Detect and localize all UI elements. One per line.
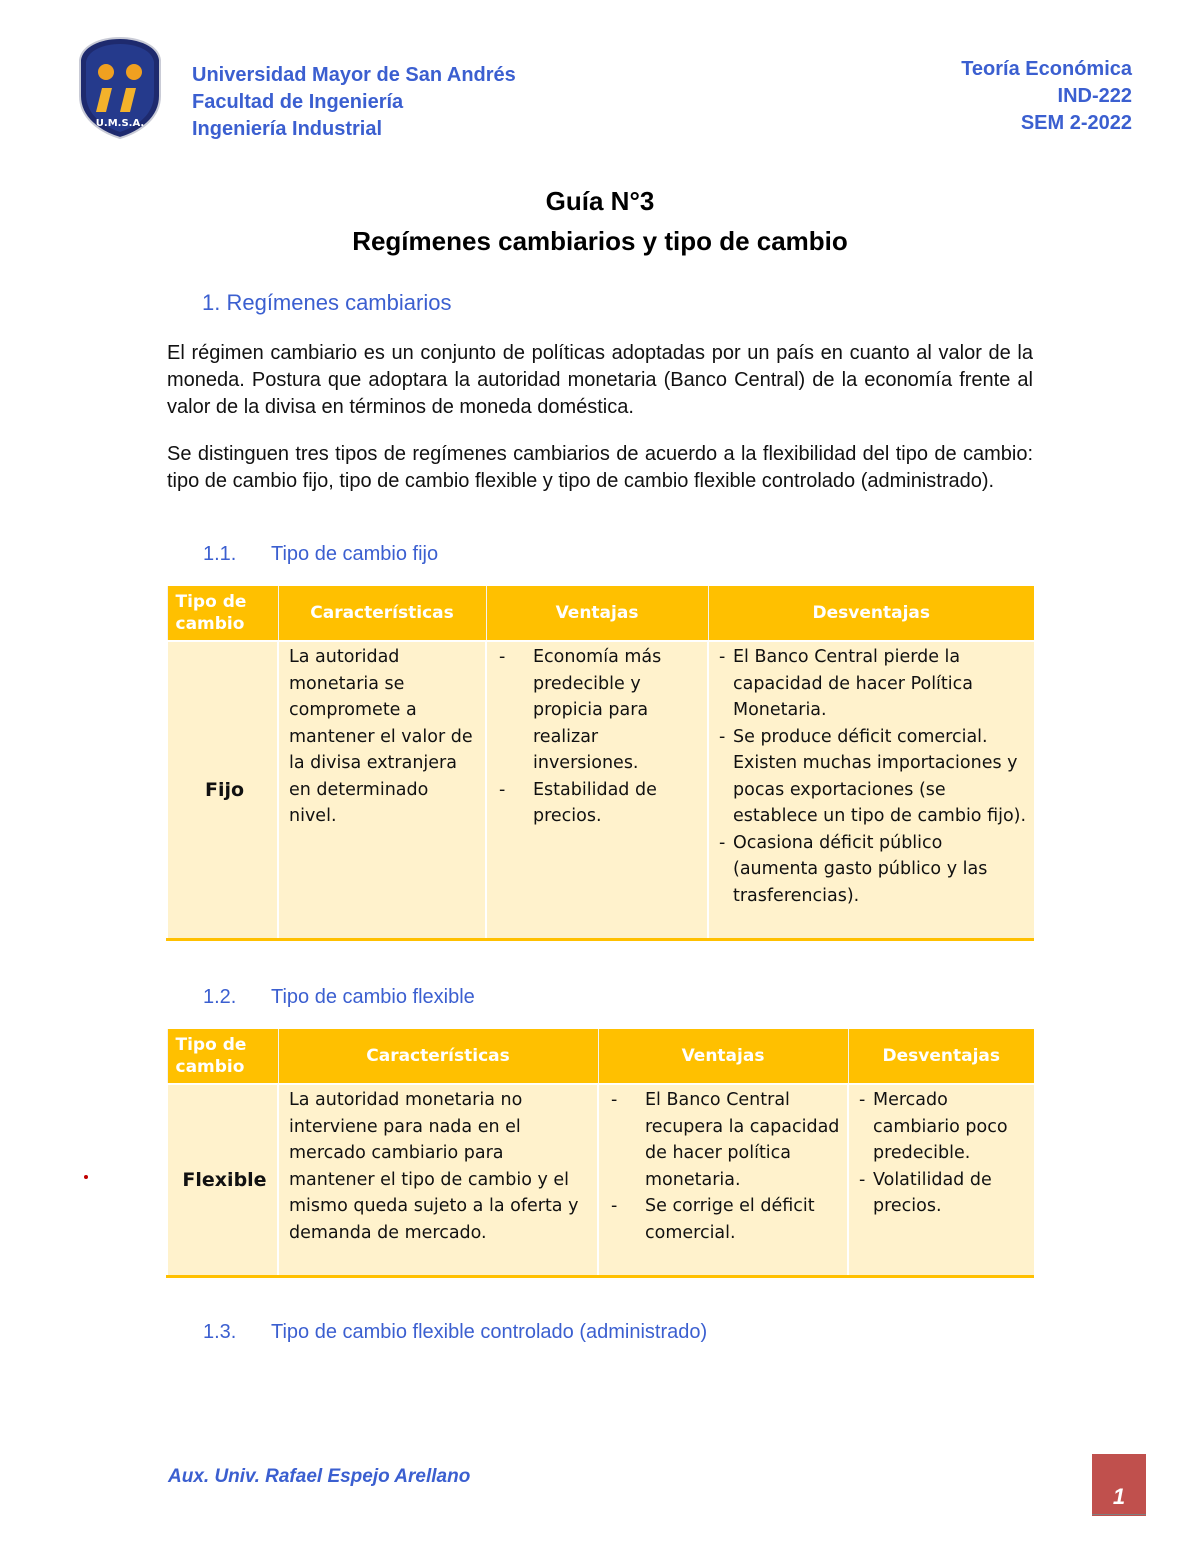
row-header: Fijo bbox=[167, 641, 278, 939]
table-header-row bbox=[167, 1029, 1034, 1084]
disadvantages-cell bbox=[708, 641, 1034, 939]
institution-block bbox=[192, 62, 516, 143]
section-heading-1-1 bbox=[203, 543, 438, 566]
header-cell: Tipo de cambio bbox=[167, 586, 278, 641]
program-name: Ingeniería Industrial bbox=[192, 118, 383, 140]
paragraph-2: Se distinguen tres tipos de regímenes cambiarios de acuerdo a la flexibilidad del tipo de cambio: tipo de cambio fijo, tipo de cambio flexible y tipo de cambio flexible controlado (administrado). bbox=[167, 443, 1033, 492]
page-number: 1 bbox=[1112, 1484, 1126, 1509]
section-title: Tipo de cambio flexible controlado (administrado) bbox=[271, 1321, 708, 1343]
header-cell: Características bbox=[278, 1029, 598, 1084]
section-number: 1.1. bbox=[203, 543, 237, 565]
stray-dot bbox=[84, 1175, 88, 1179]
fixed-rate-table bbox=[166, 586, 1034, 941]
list-item: - Ocasiona déficit público (aumenta gasto público y las trasferencias). bbox=[719, 830, 1028, 910]
section-heading-1-2 bbox=[203, 986, 475, 1009]
course-name: Teoría Económica bbox=[961, 58, 1132, 80]
paragraph-1: El régimen cambiario es un conjunto de políticas adoptadas por un país en cuanto al valor de la moneda. Postura que adoptara la autoridad monetaria (Banco Central) de la economía frente al valor de la divisa en términos de moneda doméstica. bbox=[167, 342, 1033, 418]
logo-text: U.M.S.A. bbox=[95, 118, 145, 129]
section-number: 1.3. bbox=[203, 1321, 237, 1343]
row-header: Flexible bbox=[167, 1084, 278, 1276]
header-cell: Características bbox=[278, 586, 486, 641]
table-row bbox=[167, 1084, 1034, 1276]
header-cell: Desventajas bbox=[708, 586, 1034, 641]
flexible-rate-table bbox=[166, 1029, 1034, 1278]
header-cell: Ventajas bbox=[486, 586, 708, 641]
doc-subtitle: Regímenes cambiarios y tipo de cambio bbox=[352, 226, 848, 256]
list-item: - Economía más predecible y propicia para realizar inversiones. bbox=[497, 644, 701, 777]
semester: SEM 2-2022 bbox=[1020, 112, 1132, 134]
course-code: IND-222 bbox=[1057, 85, 1132, 107]
doc-title: Guía N°3 bbox=[545, 186, 655, 216]
characteristics-cell: La autoridad monetaria se compromete a mantener el valor de la divisa extranjera en determinado nivel. bbox=[278, 641, 486, 939]
table-header-row bbox=[167, 586, 1034, 641]
header-cell: Tipo de cambio bbox=[167, 1029, 278, 1084]
section-heading-1: 1. Regímenes cambiarios bbox=[202, 290, 452, 315]
faculty-name: Facultad de Ingeniería bbox=[192, 91, 404, 113]
advantages-cell bbox=[486, 641, 708, 939]
header-cell: Ventajas bbox=[598, 1029, 848, 1084]
advantages-cell bbox=[598, 1084, 848, 1276]
list-item: - Se produce déficit comercial. Existen muchas importaciones y pocas exportaciones (se establece un tipo de cambio fijo). bbox=[719, 724, 1028, 830]
disadvantages-cell bbox=[848, 1084, 1034, 1276]
section-number: 1.2. bbox=[203, 986, 237, 1008]
list-item: - Volatilidad de precios. bbox=[859, 1167, 1028, 1220]
list-item: - El Banco Central pierde la capacidad de hacer Política Monetaria. bbox=[719, 644, 1028, 724]
section-title: Tipo de cambio fijo bbox=[271, 543, 439, 565]
table-row bbox=[167, 641, 1034, 939]
list-item: - Mercado cambiario poco predecible. bbox=[859, 1087, 1028, 1167]
course-block bbox=[961, 56, 1132, 137]
list-item: - El Banco Central recupera la capacidad de hacer política monetaria. bbox=[609, 1087, 841, 1193]
umsa-logo bbox=[78, 36, 162, 140]
section-heading-1-3 bbox=[203, 1321, 707, 1344]
list-item: - Se corrige el déficit comercial. bbox=[609, 1193, 841, 1246]
page-number-underline bbox=[1092, 1514, 1146, 1515]
header-cell: Desventajas bbox=[848, 1029, 1034, 1084]
list-item: - Estabilidad de precios. bbox=[497, 777, 701, 830]
section-title: Tipo de cambio flexible bbox=[271, 986, 475, 1008]
characteristics-cell: La autoridad monetaria no interviene para nada en el mercado cambiario para mantener el tipo de cambio y el mismo queda sujeto a la oferta y demanda de mercado. bbox=[278, 1084, 598, 1276]
author-footer: Aux. Univ. Rafael Espejo Arellano bbox=[168, 1466, 471, 1487]
university-name: Universidad Mayor de San Andrés bbox=[192, 64, 516, 86]
